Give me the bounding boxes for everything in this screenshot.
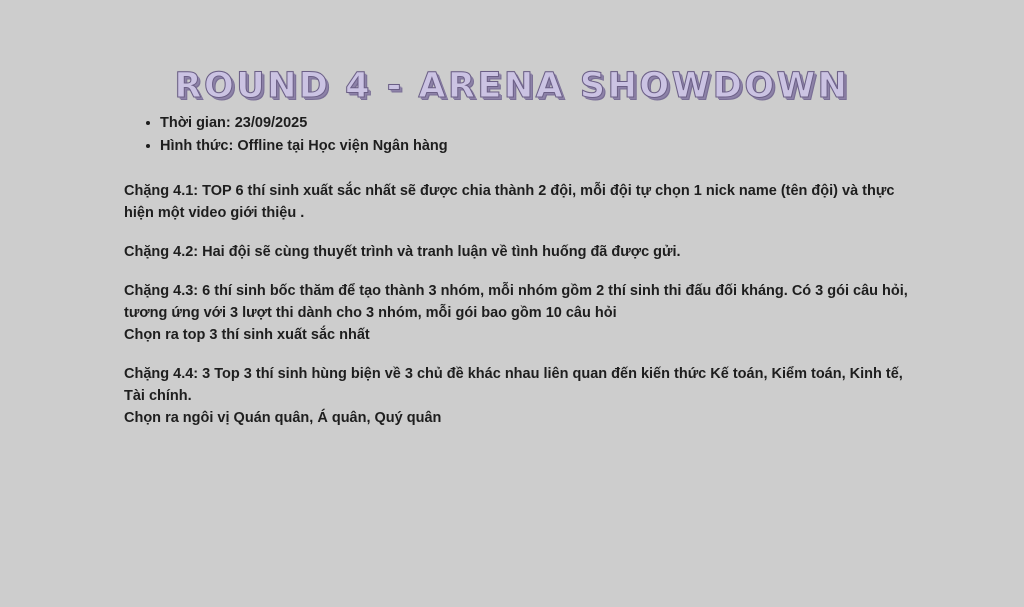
paragraph-line: Chọn ra top 3 thí sinh xuất sắc nhất bbox=[124, 327, 370, 343]
stage-paragraph-42 bbox=[124, 241, 914, 263]
page-title: ROUND 4 - ARENA SHOWDOWN bbox=[174, 66, 850, 107]
slide-body bbox=[124, 112, 914, 429]
slide-title-container bbox=[0, 0, 1024, 129]
list-item: Hình thức: Offline tại Học viện Ngân hàng bbox=[146, 135, 914, 158]
stage-paragraph-41 bbox=[124, 180, 914, 224]
paragraph-line: Chặng 4.3: 6 thí sinh bốc thăm để tạo thành 3 nhóm, mỗi nhóm gồm 2 thí sinh thi đấu đối kháng. Có 3 gói câu hỏi, tương ứng với 3 lượt thi dành cho 3 nhóm, mỗi gói bao gồm 10 câu hỏi bbox=[124, 283, 908, 321]
info-bullet-list bbox=[146, 112, 914, 158]
list-item: Thời gian: 23/09/2025 bbox=[146, 112, 914, 135]
paragraph-line: Chặng 4.2: Hai đội sẽ cùng thuyết trình và tranh luận về tình huống đã được gửi. bbox=[124, 244, 681, 260]
paragraph-line: Chặng 4.4: 3 Top 3 thí sinh hùng biện về 3 chủ đề khác nhau liên quan đến kiến thức Kế toán, Kiểm toán, Kinh tế, Tài chính. bbox=[124, 366, 903, 404]
stage-paragraph-44 bbox=[124, 363, 914, 429]
paragraph-line: Chọn ra ngôi vị Quán quân, Á quân, Quý quân bbox=[124, 410, 442, 426]
paragraph-line: Chặng 4.1: TOP 6 thí sinh xuất sắc nhất sẽ được chia thành 2 đội, mỗi đội tự chọn 1 nick name (tên đội) và thực hiện một video giới thiệu . bbox=[124, 183, 895, 221]
stage-paragraph-43 bbox=[124, 280, 914, 346]
